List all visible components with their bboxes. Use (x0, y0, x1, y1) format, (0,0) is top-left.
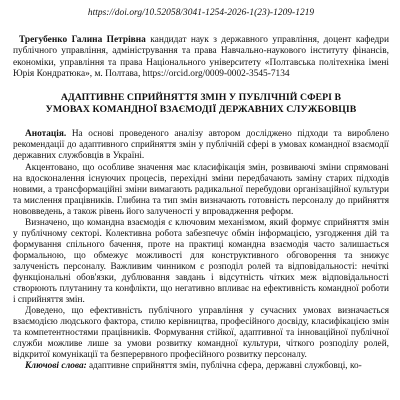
abstract-paragraph: Визначено, що командна взаємодія є ключовим механізмом, який формує сприйняття змін у публічному секторі. Колективна робота забезпечує обмін інформацією, узгодження дій та формування спільного бачення, проте на практиці командна взаємодія часто залишається формальною, що обмежує можливості для конструктивного обговорення та знижує залученість персоналу. Важливим чинником є розподіл ролей та відповідальності: нечіткі функціональні обов'язки, дублювання завдань і відсутність чітких меж відповідальності створюють плутанину та конфлікти, що негативно впливає на ефективність командної роботи і сприйняття змін. (13, 217, 389, 306)
abstract (13, 129, 389, 372)
abstract-paragraph (13, 129, 389, 162)
author-name: Трегубенко Галина Петрівна (19, 35, 146, 45)
abstract-label: Анотація. (25, 129, 67, 140)
keywords-text: адаптивне сприйняття змін, публічна сфера, державні службовці, ко- (89, 361, 362, 372)
author-info (13, 35, 389, 80)
article-title: АДАПТИВНЕ СПРИЙНЯТТЯ ЗМІН У ПУБЛІЧНІЙ СФЕРІ В УМОВАХ КОМАНДНОЇ ВЗАЄМОДІЇ ДЕРЖАВНИХ СЛУЖБОВЦІВ (45, 92, 357, 115)
author-affiliation: кандидат наук з державного управління, доцент кафедри публічного управління, адміністрування та права Навчально-наукового інституту фінансів, економіки, управління та права Національного університету «Полтавська політехніка імені Юрія Кондратюка», м. Полтава, https://orcid.org/0009-0002-3545-7134 (13, 35, 389, 79)
abstract-text: На основі проведеного аналізу автором досліджено підходи та вироблено рекомендації до адаптивного сприйняття змін у публічній сфері в умовах командної взаємодії державних службовців в Україні. (13, 129, 389, 162)
keywords-label: Ключові слова: (25, 361, 87, 372)
abstract-paragraph: Доведено, що ефективність публічного управління у сучасних умовах визначається взаємодією людського фактора, стилю керівництва, професійного досвіду, класифікацією змін та компетентностями працівників. Формування стійкої, адаптивної та інноваційної публічної служби можливе лише за умови розвитку командної культури, чіткого розподілу ролей, відкритої комунікації та безперервного професійного розвитку персоналу. (13, 306, 389, 361)
article-page (13, 0, 389, 400)
abstract-paragraph: Акцентовано, що особливе значення має класифікація змін, розвиваючі зміни спрямовані на вдосконалення існуючих процесів, перехідні зміни передбачають заміну старих підходів новими, а трансформаційні зміни вимагають радикальної перебудови організаційної культури та мислення працівників. Глибина та тип змін визначають готовність персоналу до прийняття нововведень, а також рівень його залученості у впровадження реформ. (13, 162, 389, 217)
doi-link[interactable]: https://doi.org/10.52058/3041-1254-2026-1(23)-1209-1219 (87, 8, 315, 18)
keywords (13, 361, 389, 372)
